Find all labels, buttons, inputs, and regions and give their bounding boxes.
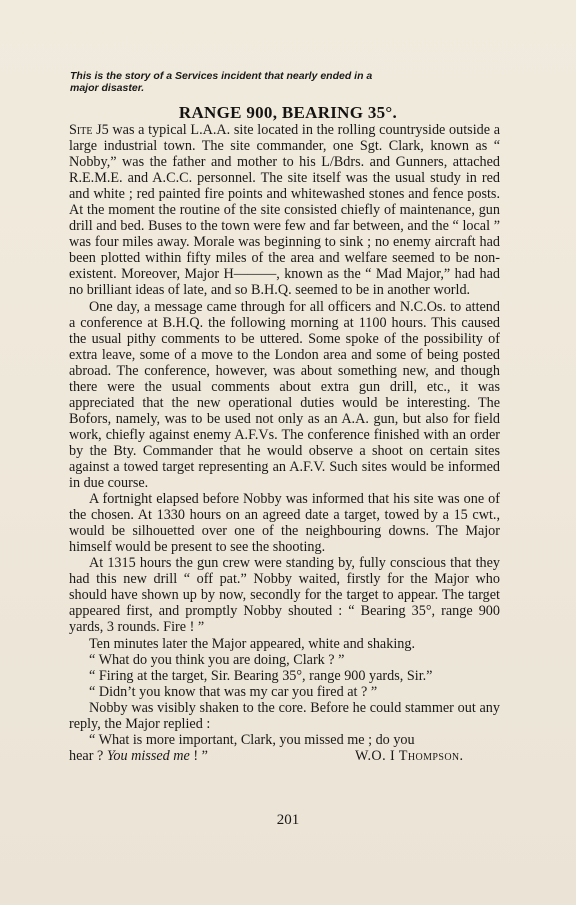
paragraph-5: Ten minutes later the Major appeared, white and shaking.	[89, 635, 415, 652]
paragraph-2: One day, a message came through for all officers and N.C.Os. to attend a conference at B.H.Q. the following morning at 1100 hours. This caused the usual pithy comments to be uttered. Some spoke of the possibility of extra leave, some of a move to the London area and some of being posted abroad. The conference, however, was about something new, and though there were the usual comments about extra gun drill, etc., it was appreciated that the new operational duties would be interesting. The Bofors, namely, was to be used not only as an A.A. gun, but also for field work, chiefly against enemy A.F.Vs. The conference finished with an order by the Bty. Commander that he would observe a shoot on certain sites against a towed target representing an A.F.V. Such sites would be informed in due course.	[69, 298, 500, 492]
paragraph-6: “ What do you think you are doing, Clark ? ”	[89, 651, 345, 668]
closing-text: hear ?	[69, 747, 107, 764]
story-body	[69, 122, 500, 764]
paragraph-1	[69, 122, 500, 299]
paragraph-1-lead: Site	[69, 122, 93, 138]
page-number: 201	[276, 812, 300, 828]
paragraph-9: Nobby was visibly shaken to the core. Before he could stammer out any reply, the Major replied :	[69, 699, 500, 732]
paragraph-10	[69, 732, 500, 748]
paragraph-8: “ Didn’t you know that was my car you fired at ? ”	[89, 683, 378, 700]
intro-note: This is the story of a Services incident that nearly ended in a major disaster.	[70, 70, 373, 94]
closing-emphasis: You missed me	[106, 747, 190, 764]
paragraph-3: A fortnight elapsed before Nobby was informed that his site was one of the chosen. At 1330 hours on an agreed date a target, towed by a 15 cwt., would be silhouetted over one of the neighbouring downs. The Major himself would be present to see the shooting.	[69, 491, 500, 556]
paragraph-10-text: “ What is more important, Clark, you missed me ; do you	[89, 731, 415, 748]
story-title: RANGE 900, BEARING 35°.	[178, 103, 398, 122]
closing-line	[69, 748, 500, 764]
paragraph-4: At 1315 hours the gun crew were standing by, fully conscious that they had this new drill “ off pat.” Nobby waited, firstly for the Major who should have shown up by now, secondly for the target to appear. The target appeared first, and promptly Nobby shouted : “ Bearing 35°, range 900 yards, 3 rounds. Fire ! ”	[69, 555, 500, 636]
paragraph-7: “ Firing at the target, Sir. Bearing 35°, range 900 yards, Sir.”	[89, 667, 433, 684]
paragraph-1-text: J5 was a typical L.A.A. site located in the rolling countryside outside a large industrial town. The site commander, one Sgt. Clark, known as “ Nobby,” was the father and mother to his L/Bdrs. and Gunners, attached R.E.M.E. and A.C.C. personnel. The site itself was the usual study in red and white ; red painted fire points and whitewashed stones and fence posts. At the moment the routine of the site consisted chiefly of maintenance, gun drill and bed. Buses to the town were few and far between, and the “ local ” was four miles away. Morale was beginning to sink ; no enemy aircraft had been plotted within fifty miles of the area and welfare seemed to be non-existent. Moreover, Major H———, known as the “ Mad Major,” had had no brilliant ideas of late, and so B.H.Q. seemed to be in another world.	[69, 122, 500, 299]
author-signature: W.O. I Thompson.	[355, 747, 464, 764]
closing-end: ! ”	[189, 747, 208, 764]
